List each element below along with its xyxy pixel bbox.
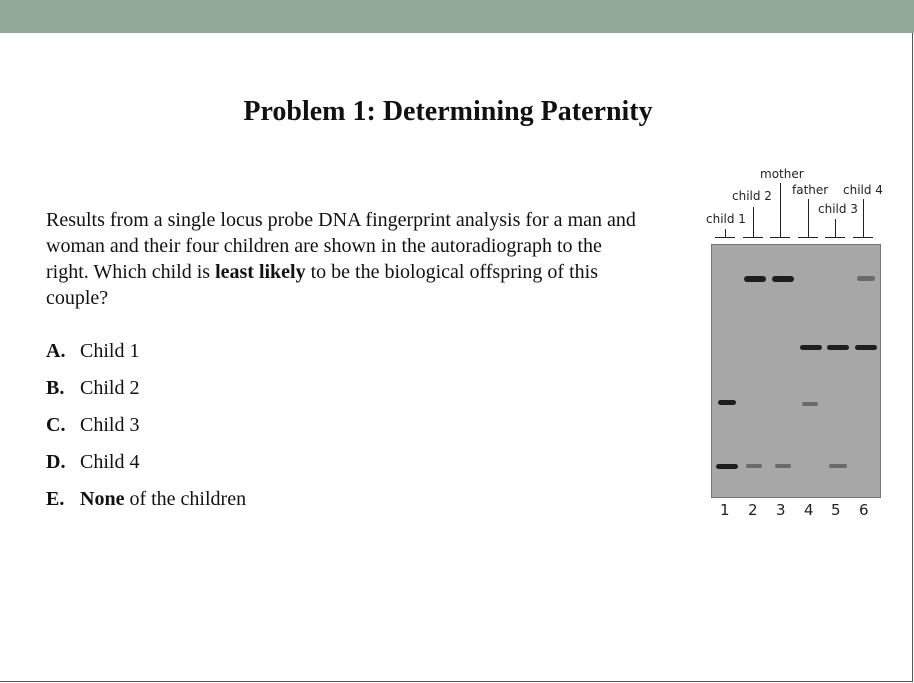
label-child-2: child 2 bbox=[732, 189, 772, 203]
question-part-1: Results from a single locus probe DNA fingerprint analysis for a man and woman and their four children are shown in the autoradiograph to the right. Which child is bbox=[46, 209, 636, 283]
option-b: B. Child 2 bbox=[46, 377, 140, 399]
band-lane-2-low bbox=[746, 464, 762, 468]
lane-number-5: 5 bbox=[831, 501, 841, 519]
lane-number-2: 2 bbox=[748, 501, 758, 519]
band-lane-1-low bbox=[716, 464, 738, 469]
band-lane-4-mid bbox=[802, 402, 818, 406]
band-lane-6-high bbox=[857, 276, 875, 281]
band-lane-6-upper bbox=[855, 345, 877, 350]
band-lane-3-high bbox=[772, 276, 794, 282]
question-part-2: to be the biological offspring of this couple? bbox=[46, 261, 598, 309]
label-child-4: child 4 bbox=[843, 183, 883, 197]
band-lane-4-upper bbox=[800, 345, 822, 350]
option-e: E. None of the children bbox=[46, 488, 247, 510]
lane-number-6: 6 bbox=[859, 501, 869, 519]
slide-title: Problem 1: Determining Paternity bbox=[243, 96, 653, 127]
lane-number-3: 3 bbox=[776, 501, 786, 519]
lane-number-1: 1 bbox=[720, 501, 730, 519]
gel-autoradiograph bbox=[711, 244, 881, 498]
label-mother: mother bbox=[760, 167, 804, 181]
question-text bbox=[46, 207, 636, 311]
band-lane-5-low bbox=[829, 464, 847, 468]
label-father: father bbox=[792, 183, 829, 197]
answer-options bbox=[46, 339, 246, 524]
band-lane-2-high bbox=[744, 276, 766, 282]
lane-number-4: 4 bbox=[804, 501, 814, 519]
question-emphasis: least likely bbox=[215, 261, 306, 283]
band-lane-1-mid bbox=[718, 400, 736, 405]
option-c: C. Child 3 bbox=[46, 414, 140, 436]
header-bar bbox=[0, 0, 914, 33]
band-lane-3-low bbox=[775, 464, 791, 468]
option-a: A. Child 1 bbox=[46, 340, 140, 362]
band-lane-5-upper bbox=[827, 345, 849, 350]
option-d: D. Child 4 bbox=[46, 451, 140, 473]
label-child-3: child 3 bbox=[818, 202, 858, 216]
label-child-1: child 1 bbox=[706, 212, 746, 226]
